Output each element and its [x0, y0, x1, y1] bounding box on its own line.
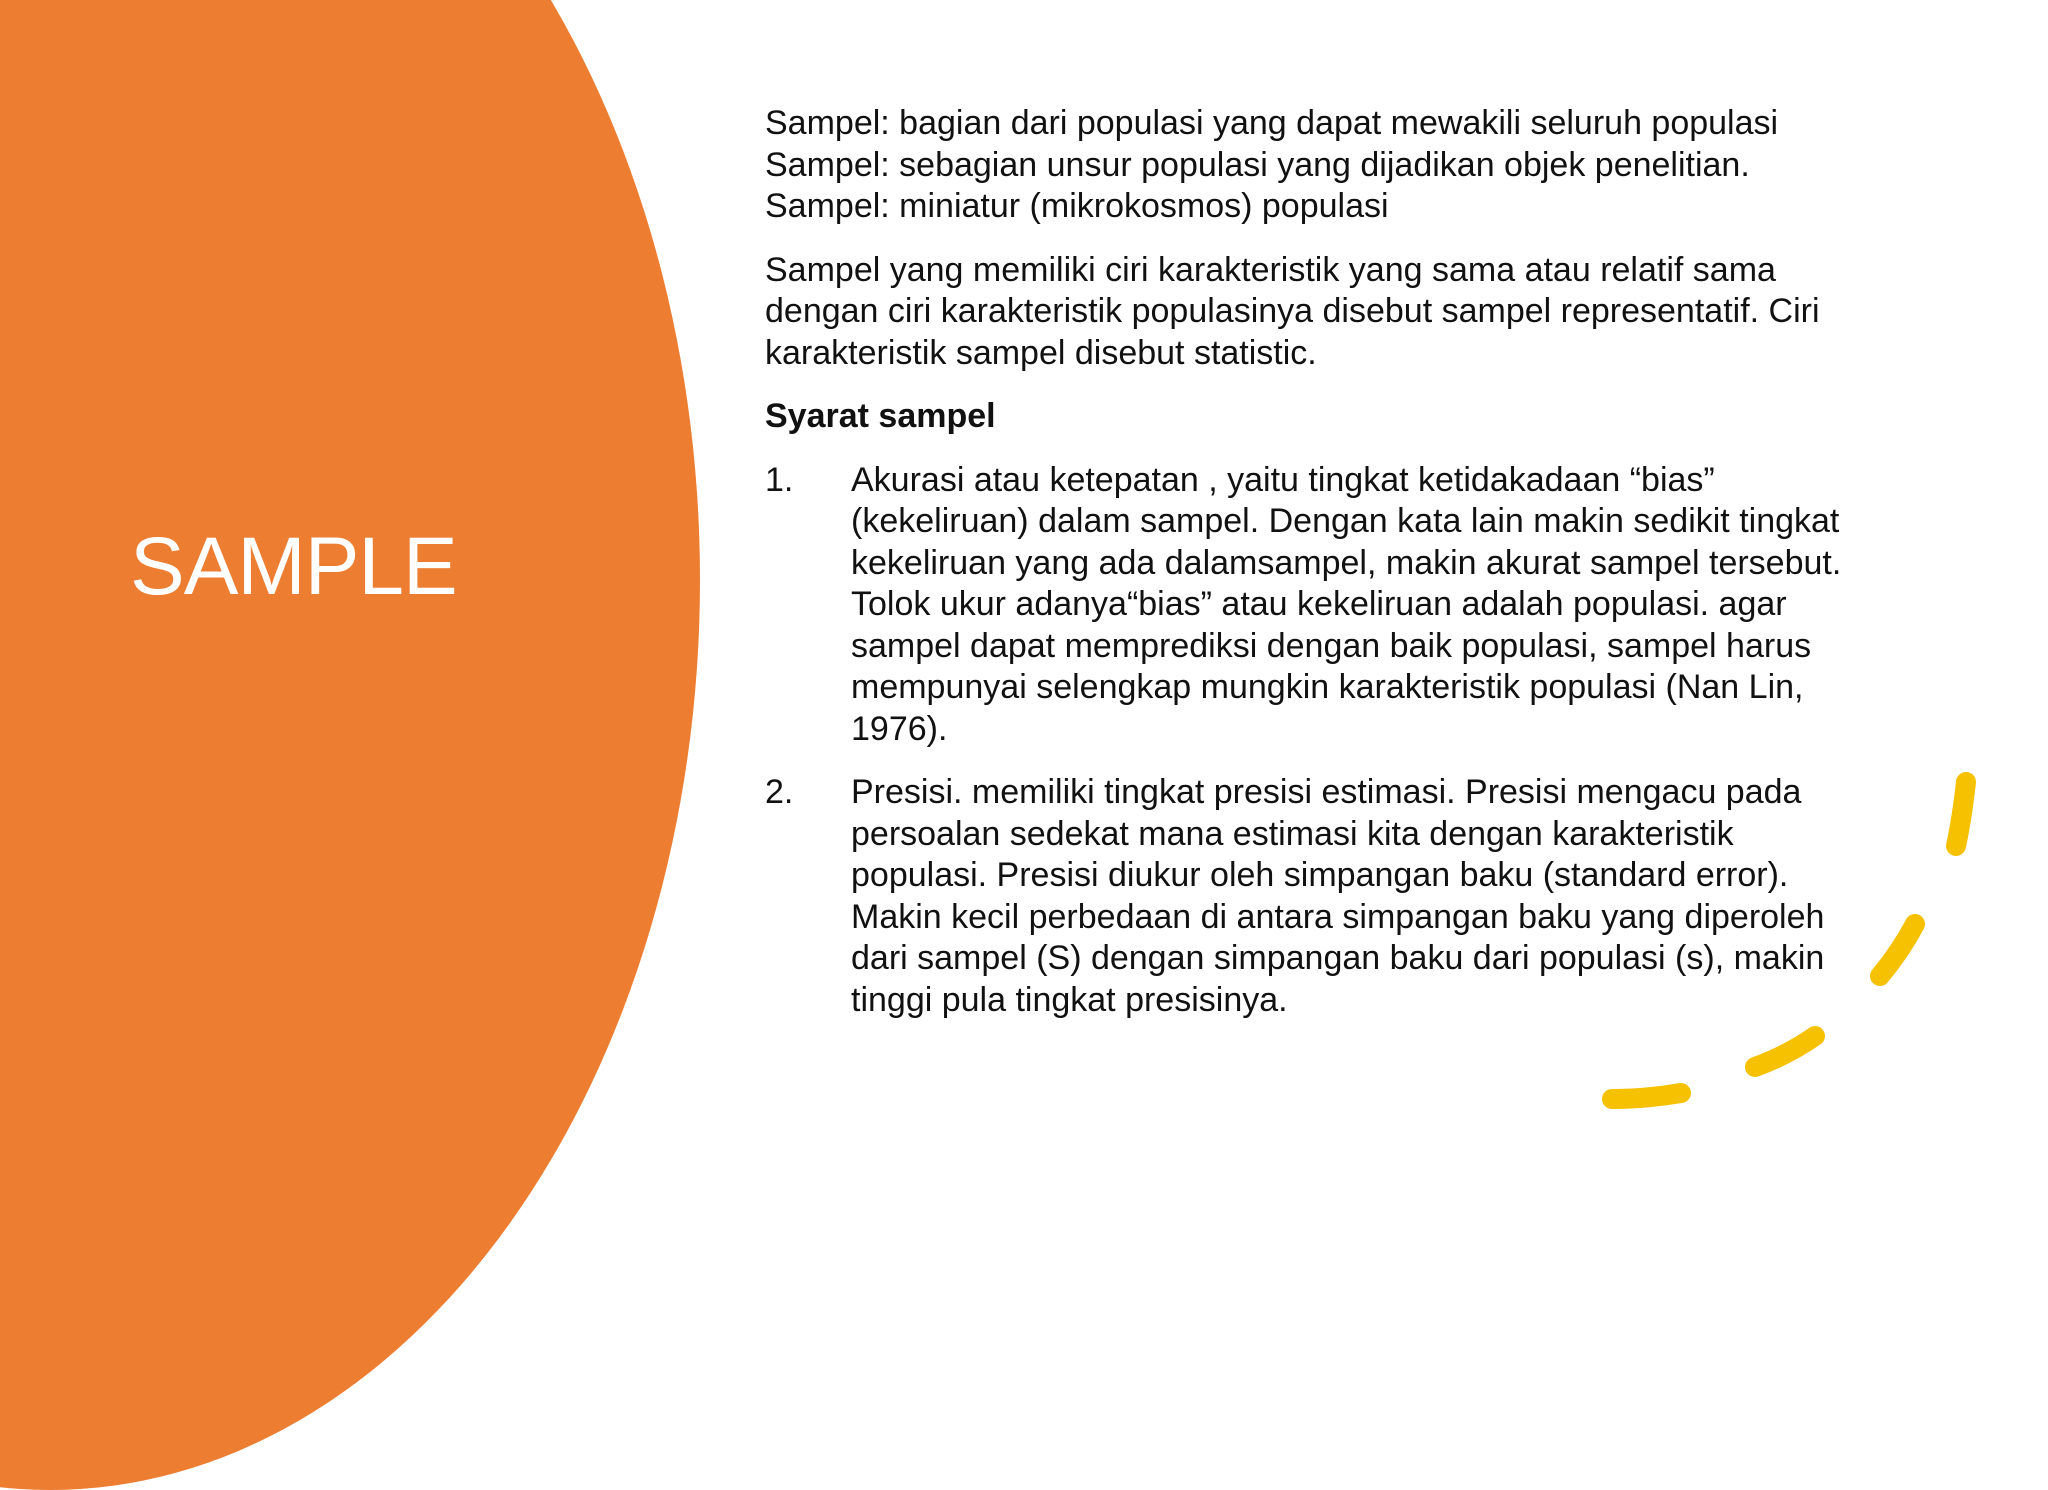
requirement-line: Akurasi atau ketepatan , yaitu tingkat ketidakadaan “bias”	[851, 460, 1715, 499]
list-number: 2.	[765, 773, 794, 811]
definition-line: Sampel: miniatur (mikrokosmos) populasi	[765, 187, 1389, 225]
requirement-line: kekeliruan yang ada dalamsampel, makin akurat sampel tersebut.	[851, 543, 1842, 582]
definition-line: Sampel: bagian dari populasi yang dapat mewakili seluruh populasi	[765, 104, 1779, 142]
requirement-line: (kekeliruan) dalam sampel. Dengan kata lain makin sedikit tingkat	[851, 502, 1840, 540]
requirement-line: dari sampel (S) dengan simpangan baku dari populasi (s), makin	[851, 939, 1825, 977]
requirement-line: 1976).	[851, 709, 948, 748]
paragraph-line: karakteristik sampel disebut statistic.	[765, 333, 1317, 372]
requirement-line: Makin kecil perbedaan di antara simpangan baku yang diperoleh	[851, 897, 1825, 936]
decoration-dash	[1755, 1036, 1815, 1067]
requirement-line: sampel dapat memprediksi dengan baik populasi, sampel harus	[851, 626, 1812, 665]
requirement-line: mempunyai selengkap mungkin karakteristik populasi (Nan Lin,	[851, 668, 1804, 706]
requirement-line: Presisi. memiliki tingkat presisi estimasi. Presisi mengacu pada	[851, 773, 1802, 811]
decoration-dash	[1880, 924, 1915, 976]
requirement-line: populasi. Presisi diukur oleh simpangan baku (standard error).	[851, 856, 1789, 894]
requirement-line: persoalan sedekat mana estimasi kita dengan karakteristik	[851, 814, 1734, 853]
slide-title: SAMPLE	[130, 521, 457, 612]
definition-line: Sampel: sebagian unsur populasi yang dijadikan objek penelitian.	[765, 145, 1750, 184]
decoration-dash	[1612, 1093, 1681, 1099]
decoration-dash	[1956, 782, 1966, 846]
requirement-line: Tolok ukur adanya“bias” atau kekeliruan adalah populasi. agar	[851, 585, 1787, 623]
paragraph-line: dengan ciri karakteristik populasinya disebut sampel representatif. Ciri	[765, 292, 1820, 330]
requirement-line: tinggi pula tingkat presisinya.	[851, 980, 1288, 1019]
requirements-heading: Syarat sampel	[765, 397, 996, 435]
paragraph-line: Sampel yang memiliki ciri karakteristik yang sama atau relatif sama	[765, 250, 1776, 289]
list-number: 1.	[765, 460, 794, 499]
